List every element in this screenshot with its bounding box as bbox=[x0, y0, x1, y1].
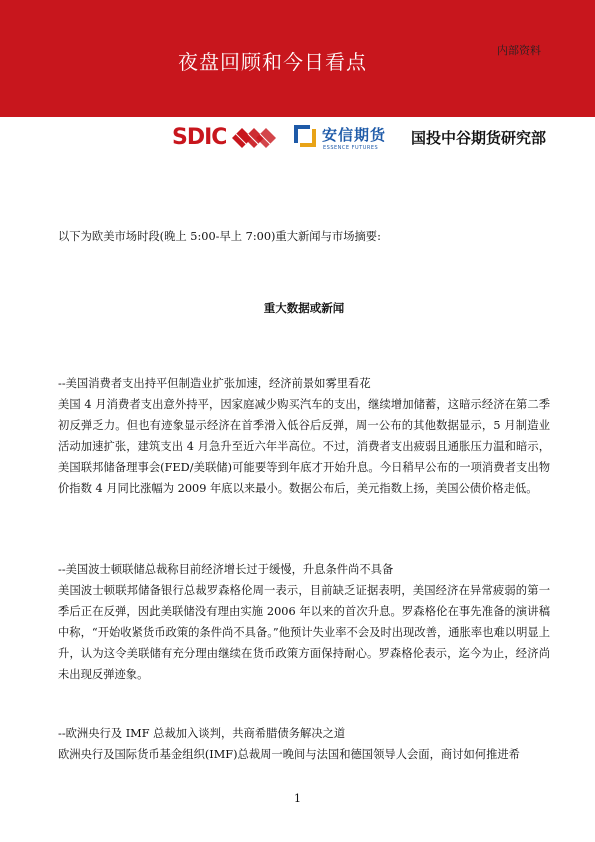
report-title: 夜盘回顾和今日看点 bbox=[178, 50, 367, 74]
header-banner bbox=[0, 0, 595, 117]
article-title: --欧洲央行及 IMF 总裁加入谈判，共商希腊债务解决之道 bbox=[58, 727, 346, 740]
page-number: 1 bbox=[294, 792, 301, 805]
section-heading: 重大数据或新闻 bbox=[263, 301, 345, 315]
article-body: 美国 4 月消费者支出意外持平，因家庭减少购买汽车的支出，继续增加储蓄，这暗示经济在第二季初反弹乏力。但也有迹象显示经济在首季滑入低谷后反弹，周一公布的其他数据显示，5 月制造业活动加速扩张，建筑支出 4 月急升至近六年半高位。不过，消费者支出疲弱且通胀压力温和暗示，美国联邦储备理事会(FED/美联储)可能要等到年底才开始升息。今日稍早公布的一项消费者支出物价指数 4 月同比涨幅为 2009 年底以来最小。数据公布后，美元指数上扬，美国公债价格走低。 bbox=[58, 398, 550, 495]
logo-row bbox=[0, 117, 595, 162]
article-title: --美国消费者支出持平但制造业扩张加速，经济前景如雾里看花 bbox=[58, 377, 371, 390]
article-title: --美国波士顿联储总裁称目前经济增长过于缓慢，升息条件尚不具备 bbox=[58, 563, 394, 576]
internal-label: 内部资料 bbox=[497, 44, 541, 57]
article-body: 美国波士顿联邦储备银行总裁罗森格伦周一表示，目前缺乏证据表明，美国经济在异常疲弱的第一季后正在反弹，因此美联储没有理由实施 2006 年以来的首次升息。罗森格伦在事先准备的演讲稿中称，“开始收紧货币政策的条件尚不具备。”他预计失业率不会及时出现改善，通胀率也难以明显上升，认为这令美联储有充分理由继续在货币政策方面保持耐心。罗森格伦表示，迄今为止，经济尚未出现反弹迹象。 bbox=[58, 584, 550, 681]
sdic-logo-text: SDIC bbox=[172, 125, 227, 150]
essence-name-en: ESSENCE FUTURES bbox=[323, 145, 379, 151]
news-article bbox=[58, 374, 550, 499]
essence-name-cn: 安信期货 bbox=[322, 126, 387, 144]
news-article bbox=[58, 724, 550, 765]
article-body: 欧洲央行及国际货币基金组织(IMF)总裁周一晚间与法国和德国领导人会面，商讨如何推进希 bbox=[58, 748, 520, 761]
intro-text: 以下为欧美市场时段(晚上 5:00-早上 7:00)重大新闻与市场摘要: bbox=[58, 230, 381, 243]
news-article bbox=[58, 560, 550, 685]
essence-futures-logo bbox=[290, 121, 402, 157]
essence-mark-icon bbox=[290, 121, 320, 151]
institute-name: 国投中谷期货研究部 bbox=[411, 129, 547, 147]
sdic-diamond-icon bbox=[230, 123, 280, 153]
sdic-logo bbox=[172, 123, 280, 153]
